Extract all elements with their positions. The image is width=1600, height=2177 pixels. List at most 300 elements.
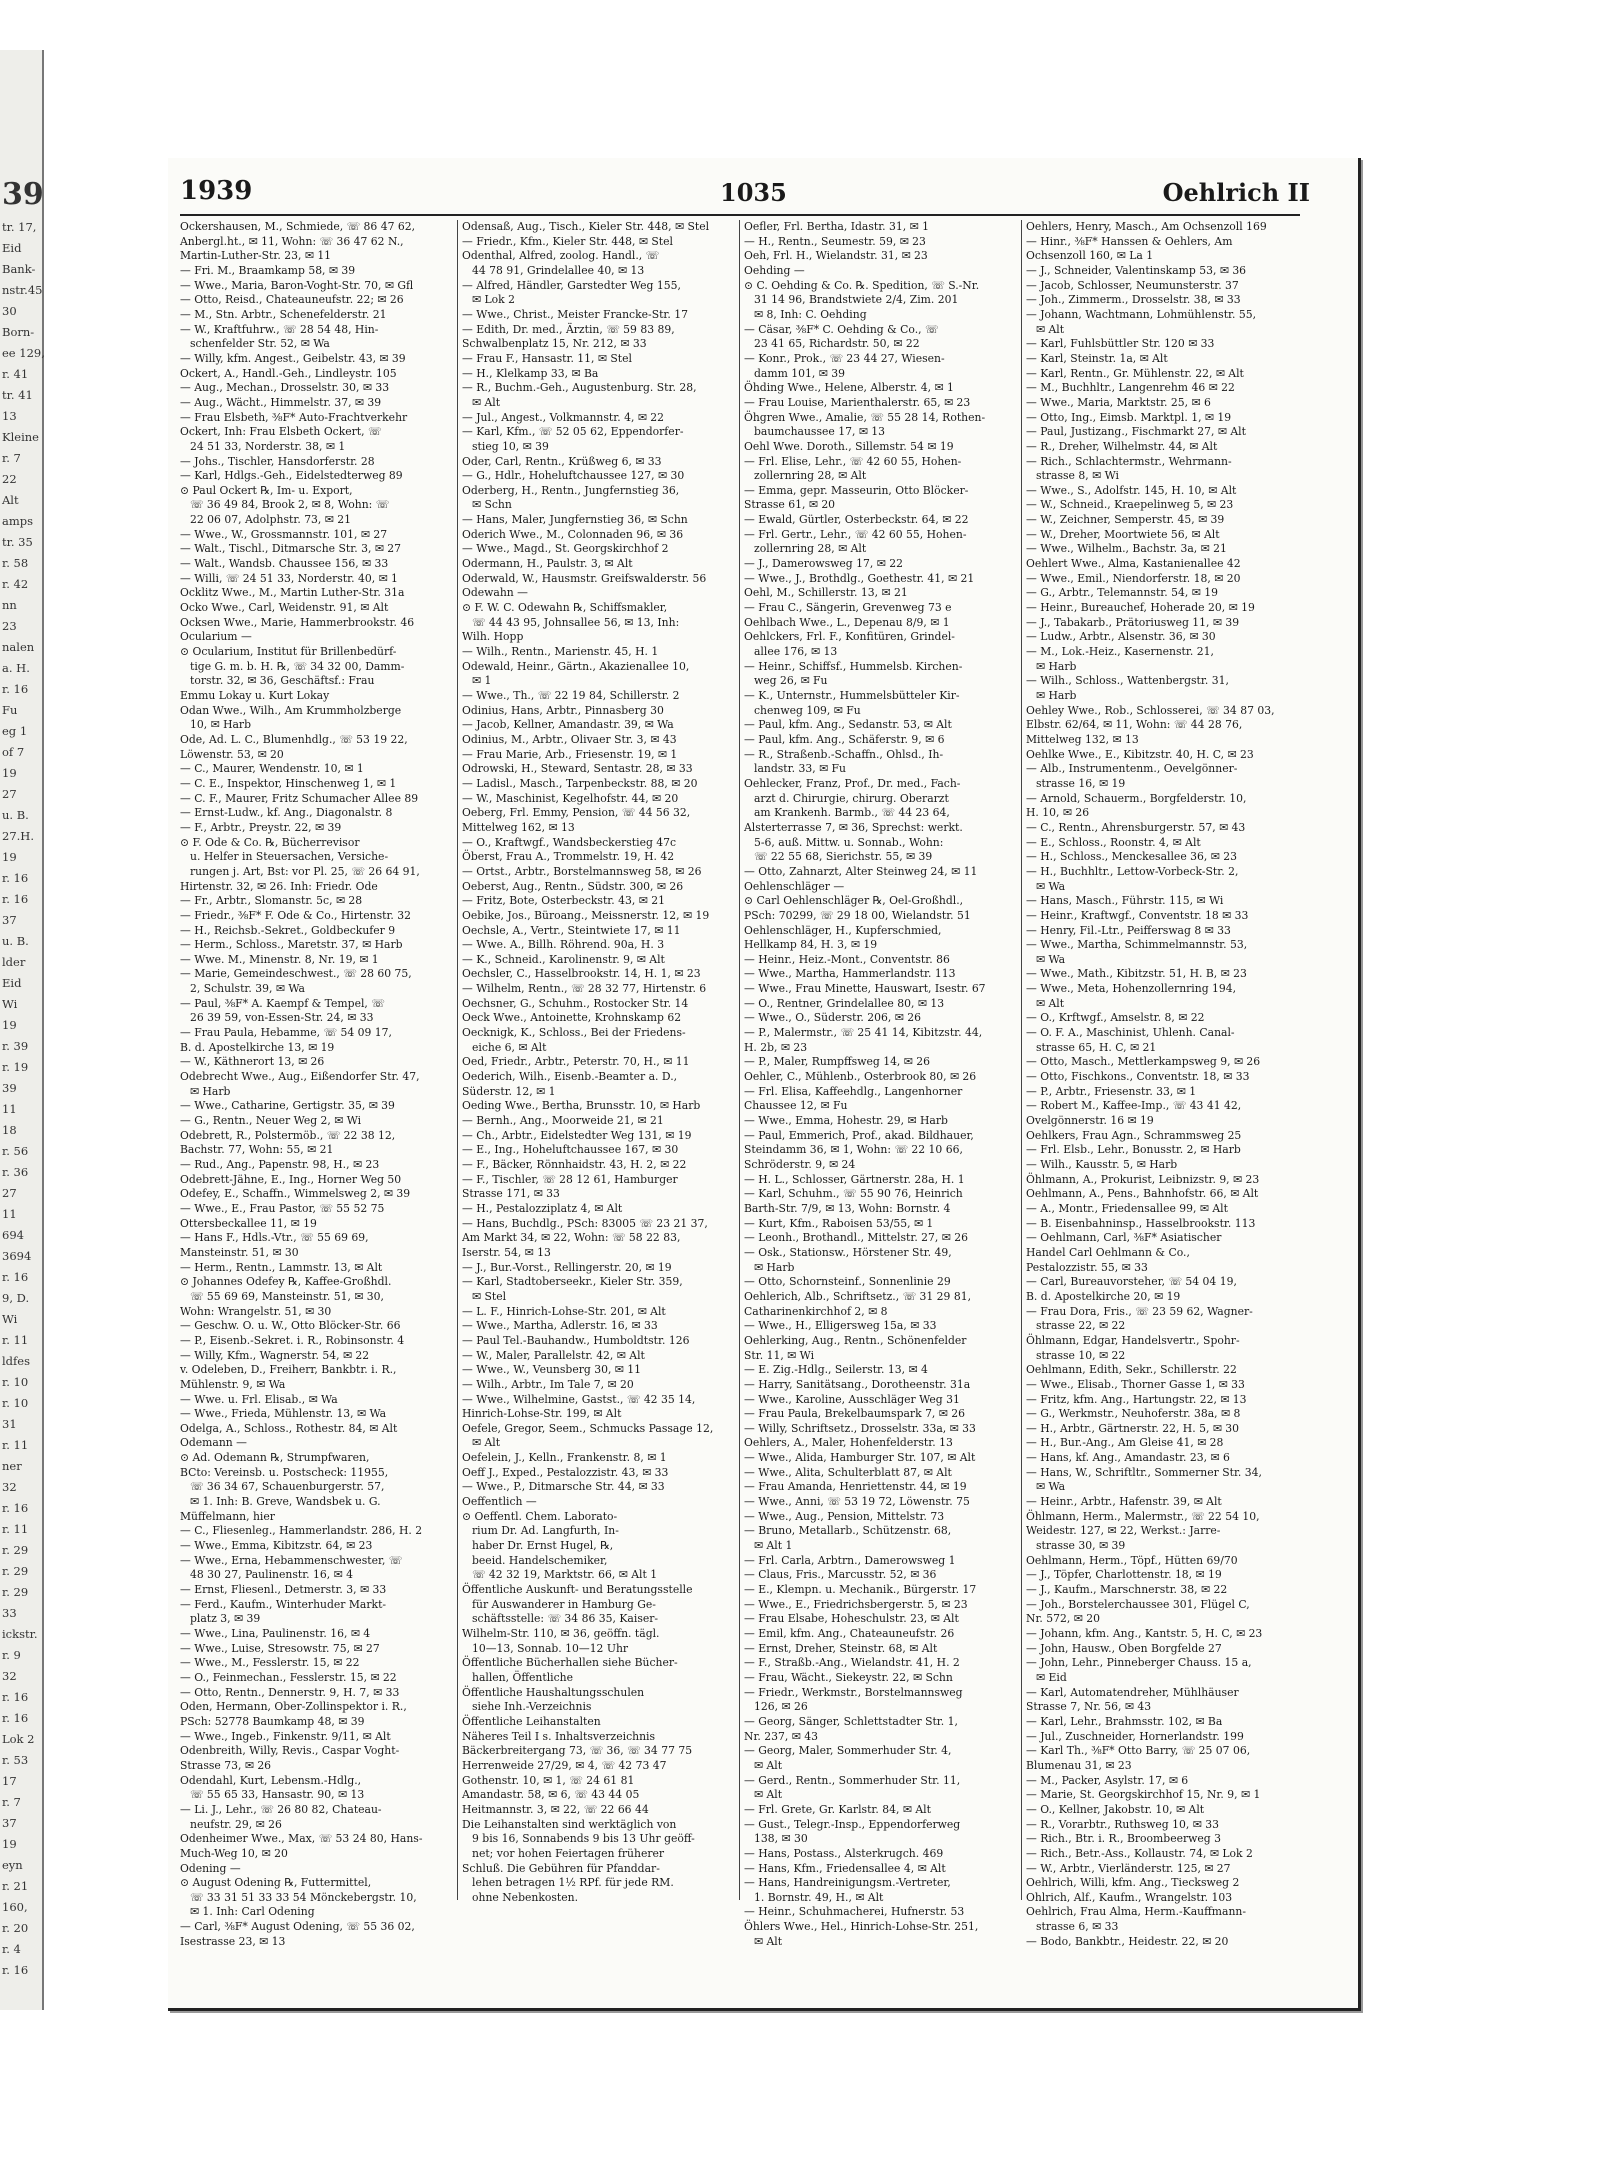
directory-line: ⊙ Carl Oehlenschläger ℞, Oel-Großhdl.,: [744, 894, 964, 908]
directory-line: — Fri. M., Braamkamp 58, ✉ 39: [180, 263, 356, 277]
directory-line: — Ferd., Kaufm., Winterhuder Markt-: [180, 1597, 387, 1611]
directory-line: — Wilh., Rentn., Marienstr. 45, H. 1: [462, 645, 659, 659]
directory-line: — Ernst, Fliesenl., Detmerstr. 3, ✉ 33: [180, 1583, 387, 1597]
edge-fragment: r. 58: [2, 556, 29, 570]
directory-line: — Hans, W., Schriftltr., Sommerner Str. 34,: [1026, 1465, 1262, 1479]
edge-fragment: of 7: [2, 745, 25, 759]
directory-line: — H., Bur.-Ang., Am Gleise 41, ✉ 28: [1026, 1436, 1224, 1450]
directory-line: — Frl. Elisa, Kaffeehdlg., Langenhorner: [744, 1084, 963, 1098]
directory-line: — Marie, Gemeindeschwest., ☏ 28 60 75,: [180, 967, 412, 981]
directory-line: — Karl, Steinstr. 1a, ✉ Alt: [1026, 351, 1168, 365]
edge-fragment: r. 16: [2, 1711, 29, 1725]
edge-fragment: 27: [2, 787, 17, 801]
directory-line: — Wwe., Math., Kibitzstr. 51, H. B, ✉ 23: [1026, 967, 1247, 981]
directory-line: — Gust., Telegr.-Insp., Eppendorferweg: [744, 1817, 961, 1831]
directory-line: ✉ Harb: [190, 1084, 231, 1098]
directory-line: schenfelder Str. 52, ✉ Wa: [190, 337, 330, 351]
edge-fragment: r. 21: [2, 1879, 29, 1893]
directory-line: Oechsler, C., Hasselbrookstr. 14, H. 1, ✉ 23: [462, 967, 701, 981]
directory-line: haber Dr. Ernst Hugel, ℞,: [472, 1539, 614, 1553]
directory-line: Oderberg, H., Rentn., Jungfernstieg 36,: [462, 483, 680, 497]
directory-line: — Frau Louise, Marienthalerstr. 65, ✉ 23: [744, 395, 971, 409]
directory-line: Iserstr. 54, ✉ 13: [462, 1245, 551, 1259]
directory-line: B. d. Apostelkirche 13, ✉ 19: [180, 1040, 335, 1054]
directory-line: — Frl. Elsb., Lehr., Bonusstr. 2, ✉ Harb: [1026, 1143, 1241, 1157]
directory-line: — O., Krftwgf., Amselstr. 8, ✉ 22: [1026, 1011, 1205, 1025]
directory-line: Ocularium —: [180, 630, 252, 644]
directory-line: Emmu Lokay u. Kurt Lokay: [180, 689, 330, 702]
directory-line: Hellkamp 84, H. 3, ✉ 19: [744, 938, 878, 952]
directory-line: — Frl. Carla, Arbtrn., Damerowsweg 1: [744, 1553, 956, 1567]
directory-line: — R., Buchm.-Geh., Augustenburg. Str. 28,: [462, 381, 697, 395]
directory-line: strasse 65, H. C, ✉ 21: [1036, 1040, 1157, 1054]
directory-line: Blumenau 31, ✉ 23: [1026, 1758, 1132, 1772]
directory-line: — Jacob, Kellner, Amandastr. 39, ✉ Wa: [462, 718, 674, 732]
edge-fragment: r. 53: [2, 1753, 29, 1767]
directory-line: — H., Reichsb.-Sekret., Goldbeckufer 9: [180, 923, 396, 937]
directory-line: — Wwe., M., Fesslerstr. 15, ✉ 22: [180, 1656, 360, 1670]
directory-line: — Frl. Elise, Lehr., ☏ 42 60 55, Hohen-: [744, 454, 962, 468]
directory-line: ☏ 42 32 19, Marktstr. 66, ✉ Alt 1: [472, 1568, 658, 1582]
edge-fragment: r. 56: [2, 1144, 29, 1158]
directory-line: Oecknigk, K., Schloss., Bei der Friedens-: [462, 1026, 686, 1040]
directory-line: — Rich., Betr.-Ass., Kollaustr. 74, ✉ Lok 2: [1026, 1846, 1253, 1860]
directory-line: Amandastr. 58, ✉ 6, ☏ 43 44 05: [462, 1788, 640, 1802]
directory-line: — M., Packer, Asylstr. 17, ✉ 6: [1026, 1773, 1189, 1787]
directory-line: hallen, Öffentliche: [472, 1670, 574, 1684]
column-divider: [457, 220, 458, 1900]
directory-line: Oehlmann, Herm., Töpf., Hütten 69/70: [1026, 1553, 1238, 1567]
directory-line: — E. Zig.-Hdlg., Seilerstr. 13, ✉ 4: [744, 1363, 928, 1377]
directory-line: — Wwe., Emma, Kibitzstr. 64, ✉ 23: [180, 1539, 373, 1553]
directory-line: — Alb., Instrumentenm., Oevelgönner-: [1026, 762, 1238, 776]
directory-line: — Heinr., Kraftwgf., Conventstr. 18 ✉ 33: [1026, 908, 1249, 922]
directory-line: v. Odeleben, D., Freiherr, Bankbtr. i. R.,: [180, 1363, 397, 1377]
directory-line: Oehl, M., Schillerstr. 13, ✉ 21: [744, 586, 908, 600]
directory-line: — Walt., Wandsb. Chaussee 156, ✉ 33: [180, 557, 389, 571]
directory-line: Oeberst, Aug., Rentn., Südstr. 300, ✉ 26: [462, 879, 684, 893]
directory-line: ⊙ Ocularium, Institut für Brillenbedürf-: [180, 645, 397, 659]
directory-line: — Ernst, Dreher, Steinstr. 68, ✉ Alt: [744, 1641, 938, 1655]
directory-line: — O. F. A., Maschinist, Uhlenh. Canal-: [1026, 1026, 1235, 1040]
edge-fragment: nn: [2, 598, 17, 612]
directory-line: ☏ 44 43 95, Johnsallee 56, ✉ 13, Inh:: [472, 615, 680, 629]
directory-line: — Konr., Prok., ☏ 23 44 27, Wiesen-: [744, 351, 945, 365]
directory-line: — J., Tabakarb., Prätoriusweg 11, ✉ 39: [1026, 615, 1240, 629]
directory-line: Ottersbeckallee 11, ✉ 19: [180, 1216, 317, 1230]
edge-fragment: eyn: [2, 1858, 23, 1872]
directory-line: — Hans, Kfm., Friedensallee 4, ✉ Alt: [744, 1861, 946, 1875]
directory-line: strasse 6, ✉ 33: [1036, 1920, 1119, 1934]
directory-line: — Wilh., Schloss., Wattenbergstr. 31,: [1026, 674, 1229, 688]
directory-line: Oder, Carl, Rentn., Krüßweg 6, ✉ 33: [462, 454, 662, 468]
directory-line: — Frau Elsbeth, ⅜F* Auto-Frachtverkehr: [180, 410, 408, 424]
directory-line: — Emil, kfm. Ang., Chateauneufstr. 26: [744, 1627, 955, 1640]
directory-line: — J., Töpfer, Charlottenstr. 18, ✉ 19: [1026, 1568, 1222, 1582]
directory-line: zollernring 28, ✉ Alt: [754, 469, 867, 483]
directory-line: B. d. Apostelkirche 20, ✉ 19: [1026, 1289, 1181, 1303]
directory-line: Mittelweg 162, ✉ 13: [462, 820, 575, 834]
directory-line: Oebike, Jos., Büroang., Meissnerstr. 12, ✉ 19: [462, 908, 710, 922]
directory-line: eiche 6, ✉ Alt: [472, 1040, 547, 1054]
directory-line: — R., Straßenb.-Schaffn., Ohlsd., Ih-: [744, 747, 944, 761]
directory-line: — B. Eisenbahninsp., Hasselbrookstr. 113: [1026, 1216, 1256, 1230]
directory-line: Ohlrich, Alf., Kaufm., Wrangelstr. 103: [1026, 1890, 1233, 1904]
column-divider: [739, 220, 740, 1900]
directory-line: — Wwe., Wilhelmine, Gastst., ☏ 42 35 14,: [462, 1392, 696, 1406]
directory-line: Odefey, E., Schaffn., Wimmelsweg 2, ✉ 39: [180, 1187, 411, 1201]
directory-line: — J., Kaufm., Marschnerstr. 38, ✉ 22: [1026, 1583, 1228, 1597]
directory-line: Odendahl, Kurt, Lebensm.-Hdlg.,: [180, 1773, 362, 1787]
directory-line: — Wwe., Magd., St. Georgskirchhof 2: [462, 542, 669, 556]
edge-fragment: 39: [2, 1081, 17, 1095]
directory-line: Odenbreith, Willy, Revis., Caspar Voght-: [180, 1744, 400, 1758]
directory-line: — Bernh., Ang., Moorweide 21, ✉ 21: [462, 1114, 664, 1128]
directory-line: — Henry, Fil.-Ltr., Peifferswag 8 ✉ 33: [1026, 923, 1231, 937]
directory-line: 138, ✉ 30: [754, 1832, 808, 1846]
directory-line: ☏ 55 69 69, Mansteinstr. 51, ✉ 30,: [190, 1289, 384, 1303]
directory-line: ✉ Alt: [472, 395, 501, 409]
directory-line: Steindamm 36, ✉ 1, Wohn: ☏ 22 10 66,: [744, 1143, 963, 1157]
directory-line: — W., Maler, Parallelstr. 42, ✉ Alt: [462, 1348, 645, 1362]
directory-line: Catharinenkirchhof 2, ✉ 8: [744, 1304, 888, 1318]
directory-line: — Wwe. u. Frl. Elisab., ✉ Wa: [180, 1392, 338, 1406]
directory-line: Oehlbach Wwe., L., Depenau 8/9, ✉ 1: [744, 615, 950, 629]
directory-line: Öhlmann, Herm., Malermstr., ☏ 22 54 10,: [1026, 1509, 1260, 1523]
edge-fragment: r. 16: [2, 1963, 29, 1977]
directory-line: BCto: Vereinsb. u. Postscheck: 11955,: [180, 1465, 389, 1479]
directory-line: — Wwe., Martha, Schimmelmannstr. 53,: [1026, 938, 1248, 952]
directory-line: — M., Stn. Arbtr., Schenefelderstr. 21: [180, 307, 387, 321]
directory-line: — Wwe., Maria, Baron-Voght-Str. 70, ✉ Gfl: [180, 278, 414, 292]
directory-line: 10, ✉ Harb: [190, 718, 252, 732]
directory-line: — O., Rentner, Grindelallee 80, ✉ 13: [744, 996, 945, 1010]
directory-line: — Wwe., Elisab., Thorner Gasse 1, ✉ 33: [1026, 1377, 1245, 1391]
directory-line: — Otto, Masch., Mettlerkampsweg 9, ✉ 26: [1026, 1055, 1261, 1069]
directory-line: 9 bis 16, Sonnabends 9 bis 13 Uhr geöff-: [472, 1832, 695, 1846]
directory-line: — Otto, Ing., Eimsb. Marktpl. 1, ✉ 19: [1026, 410, 1232, 424]
directory-line: Bäckerbreitergang 73, ☏ 36, ☏ 34 77 75: [462, 1744, 693, 1758]
directory-line: — Ludw., Arbtr., Alsenstr. 36, ✉ 30: [1026, 630, 1216, 644]
directory-line: ✉ Alt: [754, 1934, 783, 1948]
directory-line: — H., Pestalozziplatz 4, ✉ Alt: [462, 1201, 623, 1215]
directory-line: — Wwe., O., Süderstr. 206, ✉ 26: [744, 1011, 921, 1025]
directory-line: — Wwe., Karoline, Ausschläger Weg 31: [744, 1392, 960, 1406]
directory-line: — Otto, Schornsteinf., Sonnenlinie 29: [744, 1275, 951, 1289]
directory-line: Oefler, Frl. Bertha, Idastr. 31, ✉ 1: [744, 220, 930, 233]
directory-line: — Aug., Wächt., Himmelstr. 37, ✉ 39: [180, 395, 382, 409]
edge-fragment: r. 10: [2, 1375, 29, 1389]
directory-line: — Ladisl., Masch., Tarpenbeckstr. 88, ✉ 20: [462, 776, 698, 790]
directory-line: ⊙ F. Ode & Co. ℞, Bücherrevisor: [180, 835, 360, 849]
directory-line: Oehlers, A., Maler, Hohenfelderstr. 13: [744, 1436, 953, 1450]
directory-line: — Claus, Fris., Marcusstr. 52, ✉ 36: [744, 1568, 937, 1582]
directory-line: Elbstr. 62/64, ✉ 11, Wohn: ☏ 44 28 76,: [1026, 718, 1243, 732]
directory-line: — Aug., Mechan., Drosselstr. 30, ✉ 33: [180, 381, 390, 395]
directory-line: Oeff J., Exped., Pestalozzistr. 43, ✉ 33: [462, 1465, 669, 1479]
directory-line: — H. L., Schlosser, Gärtnerstr. 28a, H. 1: [744, 1172, 965, 1186]
edge-fragment: r. 16: [2, 1690, 29, 1704]
directory-line: — P., Arbtr., Friesenstr. 33, ✉ 1: [1026, 1084, 1197, 1098]
directory-line: — R., Vorarbtr., Ruthsweg 10, ✉ 33: [1026, 1817, 1219, 1831]
edge-fragment: r. 36: [2, 1165, 29, 1179]
directory-line: — Friedr., ⅜F* F. Ode & Co., Hirtenstr. 32: [180, 908, 412, 922]
edge-fragment: 11: [2, 1102, 17, 1116]
edge-fragment: 22: [2, 472, 17, 486]
directory-line: — Hans, Masch., Führstr. 115, ✉ Wi: [1026, 894, 1224, 908]
directory-line: rium Dr. Ad. Langfurth, In-: [472, 1524, 619, 1538]
directory-line: Oehlrich, Willi, kfm. Ang., Tiecksweg 2: [1026, 1876, 1240, 1890]
directory-line: Müffelmann, hier: [180, 1509, 275, 1523]
directory-line: u. Helfer in Steuersachen, Versiche-: [190, 850, 389, 864]
directory-line: — W., Maschinist, Kegelhofstr. 44, ✉ 20: [462, 791, 679, 805]
directory-line: torstr. 32, ✉ 36, Geschäftsf.: Frau: [190, 674, 375, 688]
directory-line: — Johann, kfm. Ang., Kantstr. 5, H. C, ✉ 23: [1026, 1627, 1263, 1640]
directory-line: ✉ Alt 1: [754, 1539, 793, 1553]
directory-line: Odenheimer Wwe., Max, ☏ 53 24 80, Hans-: [180, 1832, 423, 1846]
column-3: [744, 220, 1018, 1948]
directory-line: ✉ Harb: [1036, 689, 1077, 702]
directory-line: Odenthal, Alfred, zoolog. Handl., ☏: [462, 249, 660, 263]
directory-line: — H., Rentn., Seumestr. 59, ✉ 23: [744, 234, 926, 248]
directory-line: Die Leihanstalten sind werktäglich von: [462, 1817, 677, 1831]
directory-line: — P., Malermstr., ☏ 25 41 14, Kibitzstr. 44,: [744, 1026, 983, 1040]
edge-fragment: ner: [2, 1459, 22, 1473]
edge-fragment: ee 129,: [2, 346, 45, 360]
directory-line: — Frau Amanda, Henriettenstr. 44, ✉ 19: [744, 1480, 967, 1494]
edge-fragment: nalen: [2, 640, 35, 654]
directory-line: — W., Zeichner, Semperstr. 45, ✉ 39: [1026, 513, 1225, 527]
directory-line: — Wwe., Erna, Hebammenschwester, ☏: [180, 1553, 403, 1567]
directory-line: ✉ Alt: [754, 1788, 783, 1802]
directory-line: Oehlecker, Franz, Prof., Dr. med., Fach-: [744, 776, 961, 790]
directory-line: Oehlke Wwe., E., Kibitzstr. 40, H. C, ✉ 23: [1026, 747, 1254, 761]
directory-line: 26 39 59, von-Essen-Str. 24, ✉ 33: [190, 1011, 374, 1025]
directory-line: — Li. J., Lehr., ☏ 26 80 82, Chateau-: [180, 1802, 382, 1816]
edge-fragment: r. 41: [2, 367, 29, 381]
directory-line: — Otto, Fischkons., Conventstr. 18, ✉ 33: [1026, 1070, 1250, 1084]
directory-line: ✉ 8, Inh: C. Oehding: [754, 307, 867, 321]
edge-fragment: Wi: [2, 997, 18, 1011]
directory-line: — Wwe., Emil., Niendorferstr. 18, ✉ 20: [1026, 571, 1241, 585]
directory-line: Hinrich-Lohse-Str. 199, ✉ Alt: [462, 1407, 622, 1421]
directory-line: — Otto, Zahnarzt, Alter Steinweg 24, ✉ 11: [744, 864, 978, 878]
directory-line: Oeberg, Frl. Emmy, Pension, ☏ 44 56 32,: [462, 806, 691, 820]
directory-line: zollernring 28, ✉ Alt: [754, 542, 867, 556]
directory-line: — Wwe., Aug., Pension, Mittelstr. 73: [744, 1509, 945, 1523]
directory-line: — Wwe., Alida, Hamburger Str. 107, ✉ Alt: [744, 1451, 976, 1465]
directory-line: Näheres Teil I s. Inhaltsverzeichnis: [462, 1729, 656, 1743]
directory-line: — Frau Dora, Fris., ☏ 23 59 62, Wagner-: [1026, 1304, 1253, 1318]
directory-line: — O., Kraftwgf., Wandsbeckerstieg 47c: [462, 835, 677, 849]
directory-line: 24 51 33, Norderstr. 38, ✉ 1: [190, 439, 346, 453]
directory-line: — Karl, Lehr., Brahmsstr. 102, ✉ Ba: [1026, 1714, 1223, 1728]
directory-line: Herrenweide 27/29, ✉ 4, ☏ 42 73 47: [462, 1758, 667, 1772]
directory-line: Strasse 7, Nr. 56, ✉ 43: [1026, 1700, 1152, 1714]
directory-line: — Georg, Maler, Sommerhuder Str. 4,: [744, 1744, 952, 1758]
directory-line: ✉ Harb: [1036, 659, 1077, 673]
directory-line: — Osk., Stationsw., Hörstener Str. 49,: [744, 1245, 952, 1259]
directory-line: Öffentliche Haushaltungsschulen: [462, 1685, 645, 1699]
edge-fragment: 11: [2, 1207, 17, 1221]
directory-line: — John, Hausw., Oben Borgfelde 27: [1026, 1641, 1222, 1655]
edge-fragment: 19: [2, 1837, 17, 1851]
edge-fragment: u. B.: [2, 934, 29, 948]
edge-fragment: r. 7: [2, 451, 21, 465]
directory-line: — Karl, Kfm., ☏ 52 05 62, Eppendorfer-: [462, 425, 684, 439]
directory-line: Oehlkers, Frau Agn., Schrammsweg 25: [1026, 1128, 1242, 1142]
directory-line: Oderich Wwe., M., Colonnaden 96, ✉ 36: [462, 527, 684, 541]
directory-line: — Harry, Sanitätsang., Dorotheenstr. 31a: [744, 1377, 971, 1391]
directory-line: Bachstr. 77, Wohn: 55, ✉ 21: [180, 1143, 334, 1157]
directory-line: Barth-Str. 7/9, ✉ 13, Wohn: Bornstr. 4: [744, 1201, 951, 1215]
edge-fragment: 18: [2, 1123, 17, 1137]
directory-line: — M., Lok.-Heiz., Kasernenstr. 21,: [1026, 645, 1214, 659]
directory-line: — Heinr., Bureauchef, Hoherade 20, ✉ 19: [1026, 601, 1255, 615]
directory-line: Oechsle, A., Vertr., Steintwiete 17, ✉ 11: [462, 923, 681, 937]
directory-line: — G., Werkmstr., Neuhoferstr. 38a, ✉ 8: [1026, 1407, 1241, 1421]
directory-line: Oefele, Gregor, Seem., Schmucks Passage 12,: [462, 1421, 714, 1435]
directory-line: — Karl, Automatendreher, Mühlhäuser: [1026, 1685, 1239, 1699]
edge-fragment: r. 11: [2, 1438, 29, 1452]
directory-line: Oehlckers, Frl. F., Konfitüren, Grindel-: [744, 630, 955, 644]
directory-line: — Paul, kfm. Ang., Sedanstr. 53, ✉ Alt: [744, 718, 952, 732]
directory-line: — Wwe., Luise, Stresowstr. 75, ✉ 27: [180, 1641, 380, 1655]
directory-line: Öhlers Wwe., Hel., Hinrich-Lohse-Str. 251,: [744, 1920, 979, 1934]
directory-line: — Paul, ⅜F* A. Kaempf & Tempel, ☏: [180, 996, 385, 1010]
edge-fragment: r. 42: [2, 577, 29, 591]
directory-line: rungen j. Art, Bst: vor Pl. 25, ☏ 26 64 91,: [190, 864, 420, 878]
directory-line: 2, Schulstr. 39, ✉ Wa: [190, 982, 305, 996]
directory-line: H. 2b, ✉ 23: [744, 1040, 808, 1054]
directory-line: — Hans, Buchdlg., PSch: 83005 ☏ 23 21 37,: [462, 1216, 708, 1230]
directory-line: Oehlrich, Frau Alma, Herm.-Kauffmann-: [1026, 1905, 1247, 1919]
directory-line: Ochsenzoll 160, ✉ La 1: [1026, 249, 1154, 263]
directory-line: — Wwe., Maria, Marktstr. 25, ✉ 6: [1026, 395, 1211, 409]
directory-line: — Frl. Gertr., Lehr., ☏ 42 60 55, Hohen-: [744, 527, 967, 541]
directory-line: — Frau Paula, Brekelbaumspark 7, ✉ 26: [744, 1407, 966, 1421]
directory-line: — Wilh., Kausstr. 5, ✉ Harb: [1026, 1158, 1178, 1171]
directory-line: ⊙ Ad. Odemann ℞, Strumpfwaren,: [180, 1451, 370, 1465]
directory-line: Oeffentlich —: [462, 1495, 537, 1509]
directory-line: — P., Eisenb.-Sekret. i. R., Robinsonstr. 4: [180, 1333, 405, 1347]
edge-fragment: 3694: [2, 1249, 32, 1263]
directory-line: — H., Schloss., Menckesallee 36, ✉ 23: [1026, 850, 1237, 864]
edge-fragment: 19: [2, 1018, 17, 1032]
directory-line: — J., Damerowsweg 17, ✉ 22: [744, 557, 903, 571]
directory-line: Ockert, A., Handl.-Geh., Lindleystr. 105: [180, 366, 397, 380]
edge-fragment: 30: [2, 304, 17, 318]
directory-line: Oehlenschläger —: [744, 879, 845, 893]
directory-line: Oehlmann, Edith, Sekr., Schillerstr. 22: [1026, 1363, 1237, 1377]
directory-line: — Ernst-Ludw., kf. Ang., Diagonalstr. 8: [180, 806, 393, 820]
directory-line: Öhlmann, Edgar, Handelsvertr., Spohr-: [1026, 1333, 1240, 1347]
directory-line: Öffentliche Auskunft- und Beratungsstelle: [462, 1583, 693, 1597]
directory-line: Odinius, M., Arbtr., Olivaer Str. 3, ✉ 43: [462, 732, 677, 746]
directory-line: — Wwe., E., Frau Pastor, ☏ 55 52 75: [180, 1201, 385, 1215]
directory-line: ✉ Eid: [1036, 1670, 1067, 1684]
directory-line: siehe Inh.-Verzeichnis: [472, 1700, 592, 1714]
directory-line: ⊙ August Odening ℞, Futtermittel,: [180, 1876, 372, 1890]
directory-line: — E., Klempn. u. Mechanik., Bürgerstr. 17: [744, 1583, 977, 1597]
directory-line: — Ch., Arbtr., Eidelstedter Weg 131, ✉ 19: [462, 1128, 692, 1142]
directory-line: — K., Unternstr., Hummelsbütteler Kir-: [744, 689, 960, 702]
directory-line: — Fr., Arbtr., Slomanstr. 5c, ✉ 28: [180, 894, 363, 908]
directory-line: Oed, Friedr., Arbtr., Peterstr. 70, H., ✉ 11: [462, 1055, 690, 1069]
directory-line: — John, Lehr., Pinneberger Chauss. 15 a,: [1026, 1656, 1252, 1670]
directory-line: — Willy, Schriftsetz., Drosselstr. 33a, ✉ 33: [744, 1421, 976, 1435]
edge-fragment: 9, D.: [2, 1291, 30, 1305]
edge-fragment: 23: [2, 619, 17, 633]
directory-line: — Hinr., ⅜F* Hanssen & Oehlers, Am: [1026, 234, 1233, 248]
directory-line: ☏ 22 55 68, Sierichstr. 55, ✉ 39: [754, 850, 933, 864]
directory-line: am Krankenh. Barmb., ☏ 44 23 64,: [754, 806, 950, 820]
directory-line: arzt d. Chirurgie, chirurg. Oberarzt: [754, 791, 949, 805]
edge-fragment: r. 16: [2, 1270, 29, 1284]
header-rule: [180, 214, 1300, 216]
directory-line: 48 30 27, Paulinenstr. 16, ✉ 4: [190, 1568, 353, 1582]
column-1: [180, 220, 454, 1948]
directory-line: Oehler, C., Mühlenb., Osterbrook 80, ✉ 26: [744, 1070, 977, 1084]
edge-fragment: 19: [2, 766, 17, 780]
edge-fragment: Bank-: [2, 262, 36, 276]
directory-line: Str. 11, ✉ Wi: [744, 1348, 815, 1362]
directory-line: ✉ Lok 2: [472, 293, 515, 307]
directory-line: Öhding Wwe., Helene, Alberstr. 4, ✉ 1: [744, 381, 954, 395]
directory-line: Wilh. Hopp: [462, 630, 524, 644]
edge-fragment: 160,: [2, 1900, 28, 1914]
edge-fragment: r. 29: [2, 1564, 29, 1578]
directory-line: — Frau Elsabe, Hoheschulstr. 23, ✉ Alt: [744, 1612, 959, 1626]
directory-line: — Heinr., Schuhmacherei, Hufnerstr. 53: [744, 1905, 965, 1919]
directory-line: — Carl, Bureauvorsteher, ☏ 54 04 19,: [1026, 1275, 1237, 1289]
directory-line: — Wwe., Lina, Paulinenstr. 16, ✉ 4: [180, 1627, 371, 1640]
directory-line: — Paul Tel.-Bauhandw., Humboldtstr. 126: [462, 1333, 690, 1347]
directory-line: — C. F., Maurer, Fritz Schumacher Allee 89: [180, 791, 419, 805]
directory-line: 5-6, auß. Mittw. u. Sonnab., Wohn:: [754, 835, 944, 849]
directory-line: Handel Carl Oehlmann & Co.,: [1026, 1245, 1190, 1259]
directory-line: Süderstr. 12, ✉ 1: [462, 1084, 556, 1098]
directory-line: ⊙ Paul Ockert ℞, Im- u. Export,: [180, 483, 353, 497]
directory-line: — Kurt, Kfm., Raboisen 53/55, ✉ 1: [744, 1216, 934, 1230]
page-header: [180, 176, 1310, 216]
directory-line: — Paul, kfm. Ang., Schäferstr. 9, ✉ 6: [744, 732, 945, 746]
directory-line: — Wilhelm, Rentn., ☏ 28 32 77, Hirtenstr. 6: [462, 982, 707, 996]
directory-line: Ocklitz Wwe., M., Martin Luther-Str. 31a: [180, 586, 405, 600]
directory-line: — Karl, Rentn., Gr. Mühlenstr. 22, ✉ Alt: [1026, 366, 1244, 380]
directory-line: ⊙ F. W. C. Odewahn ℞, Schiffsmakler,: [462, 601, 668, 615]
directory-line: tige G. m. b. H. ℞, ☏ 34 32 00, Damm-: [190, 659, 405, 673]
directory-line: — Wilh., Arbtr., Im Tale 7, ✉ 20: [462, 1377, 634, 1391]
directory-line: — J., Schneider, Valentinskamp 53, ✉ 36: [1026, 263, 1247, 277]
directory-line: Oeck Wwe., Antoinette, Krohnskamp 62: [462, 1011, 682, 1025]
directory-line: ☏ 36 49 84, Brook 2, ✉ 8, Wohn: ☏: [190, 498, 390, 512]
edge-fragment: lder: [2, 955, 26, 969]
directory-line: ✉ 1. Inh: Carl Odening: [190, 1905, 315, 1919]
directory-line: ☏ 36 34 67, Schauenburgerstr. 57,: [190, 1480, 385, 1494]
directory-line: Oeding Wwe., Bertha, Brunsstr. 10, ✉ Harb: [462, 1099, 701, 1113]
edge-fragment: 37: [2, 913, 17, 927]
directory-line: strasse 10, ✉ 22: [1036, 1348, 1126, 1362]
edge-fragment: 32: [2, 1669, 17, 1683]
edge-fragment: Born-: [2, 325, 35, 339]
directory-line: Oehlerich, Alb., Schriftsetz., ☏ 31 29 81,: [744, 1289, 972, 1303]
directory-line: — Joh., Zimmerm., Drosselstr. 38, ✉ 33: [1026, 293, 1241, 307]
directory-line: — Frau Marie, Arb., Friesenstr. 19, ✉ 1: [462, 747, 678, 761]
directory-line: — C., Fliesenleg., Hammerlandstr. 286, H. 2: [180, 1524, 423, 1538]
directory-line: — Hans, Postass., Alsterkrugch. 469: [744, 1846, 944, 1860]
directory-line: Oefelein, J., Kelln., Frankenstr. 8, ✉ 1: [462, 1451, 667, 1465]
